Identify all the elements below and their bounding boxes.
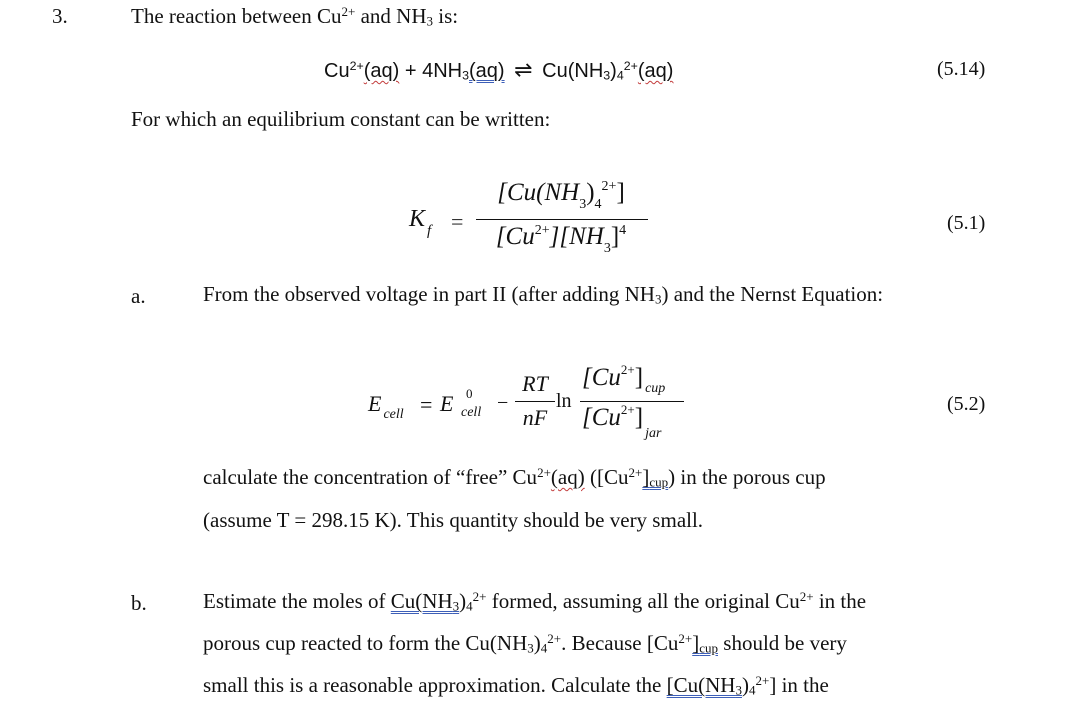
part-b-l2-sup1: 2+: [547, 630, 562, 646]
part-b-l1-sub1: 3: [452, 598, 460, 614]
equation-number-5-14: (5.14): [937, 58, 986, 80]
part-b-l1-sub2: 4: [466, 598, 473, 614]
part-a-text-1: From the observed voltage in part II (after adding NH: [203, 282, 655, 306]
part-b-l3-sup1: 2+: [755, 672, 770, 688]
nernst-e0-cell: cell: [461, 405, 482, 420]
reactant-cu-charge: 2+: [349, 59, 364, 74]
product-state: (aq): [637, 60, 674, 82]
nernst-num-close: ]: [634, 364, 644, 391]
kf-num-c: ): [586, 179, 595, 206]
part-b-line-3: [203, 673, 829, 698]
part-b-l2-sup2: 2+: [678, 630, 693, 646]
part-b-l2-t2: ): [533, 631, 541, 655]
part-a-label: a.: [131, 284, 146, 308]
part-b-l3-t1: small this is a reasonable approximation. Calculate the: [203, 673, 667, 697]
kf-num-b: 3: [579, 197, 587, 212]
intro-text-2: and NH: [355, 4, 427, 28]
part-b-l2-t4: ]: [692, 631, 700, 655]
intro-line: [131, 4, 458, 29]
part-b-l1-t2: ): [459, 589, 467, 613]
nernst-rt-bar: [515, 401, 555, 402]
part-b-l1-t4: in the: [813, 589, 867, 613]
part-b-l1-sup2: 2+: [799, 588, 814, 604]
nernst-denominator: [582, 402, 662, 441]
nernst-num-cu: [Cu: [582, 364, 621, 391]
part-b-l2-t1: porous cup reacted to form the Cu(NH: [203, 631, 528, 655]
nernst-cup-sub: cup: [645, 381, 666, 396]
equation-number-5-2: (5.2): [947, 393, 986, 415]
part-a-l1-bracket: [642, 465, 668, 489]
part-b-l2-sub1: 3: [527, 640, 534, 656]
part-b-l3-t2: ): [741, 673, 749, 697]
kf-den-f: 4: [619, 223, 627, 238]
kf-numerator: [476, 179, 646, 212]
equation-number-5-1: (5.1): [947, 212, 986, 234]
product-sub-1: 3: [603, 68, 611, 83]
nernst-jar-sub: jar: [645, 426, 662, 441]
product-charge: 2+: [623, 59, 638, 74]
nernst-e0: [440, 391, 453, 417]
kf-fraction-bar: [476, 219, 648, 220]
nernst-minus: −: [497, 392, 509, 414]
part-a-text-2: ) and the Nernst Equation:: [661, 282, 884, 306]
nernst-num-sup: 2+: [620, 362, 635, 377]
nernst-cell-sub: cell: [383, 407, 404, 422]
kf-num-f: ]: [616, 179, 625, 206]
kf-den-c: ][NH: [549, 223, 604, 250]
part-b-l2-bracket: [692, 631, 718, 655]
reactant-nh3: + 4NH: [399, 60, 463, 82]
part-a-l1-t4: ) in the porous cup: [668, 465, 826, 489]
part-b-l3-sub1: 3: [735, 682, 742, 698]
part-b-l1-t3: formed, assuming all the original Cu: [486, 589, 800, 613]
nernst-den-close: ]: [634, 404, 644, 431]
nernst-nf: nF: [522, 405, 548, 430]
part-a-intro: [203, 282, 883, 307]
kf-den-e: ]: [610, 223, 620, 250]
nernst-equals: =: [420, 392, 433, 417]
nernst-den-cu: [Cu: [582, 404, 621, 431]
intro-sup: 2+: [341, 3, 356, 19]
part-b-l1-u1: Cu(NH: [390, 589, 453, 613]
part-a-l1-s1: 2+: [537, 464, 551, 480]
kf-subscript: f: [427, 223, 432, 239]
product-sub-2: 4: [616, 68, 624, 83]
kf-den-a: [Cu: [495, 223, 535, 250]
nernst-den-sup: 2+: [620, 402, 635, 417]
nernst-numerator: [582, 362, 666, 396]
part-a-line-1: [203, 465, 826, 490]
kf-num-e: 2+: [601, 179, 617, 194]
nernst-e: E: [368, 391, 382, 416]
intro-text-1: The reaction between Cu: [131, 4, 342, 28]
for-which-text: For which an equilibrium constant can be written:: [131, 107, 551, 131]
reactant-nh3-sub: 3: [462, 68, 470, 83]
part-b-l2-cup: cup: [699, 640, 719, 656]
part-b-l2-t5: should be very: [718, 631, 847, 655]
part-b-l3-u1: [Cu(NH: [666, 673, 736, 697]
part-a-l1-t3: ]: [642, 465, 650, 489]
part-a-sub: 3: [654, 291, 662, 307]
part-b-l2-t3: . Because [Cu: [561, 631, 679, 655]
nernst-lhs: [368, 391, 404, 422]
part-b-line-1: [203, 589, 866, 614]
nernst-rt: RT: [522, 371, 548, 396]
kf-den-b: 2+: [534, 223, 550, 238]
problem-number: 3.: [52, 4, 68, 28]
part-a-line-2: (assume T = 298.15 K). This quantity should be very small.: [203, 508, 704, 532]
reactant-cu-state: (aq): [363, 60, 400, 82]
part-b-l2-sub2: 4: [540, 640, 548, 656]
part-a-l1-aq: (aq): [550, 465, 585, 489]
kf-denominator: [476, 223, 646, 256]
kf-num-a: [Cu(NH: [497, 179, 580, 206]
nernst-ln: ln: [556, 390, 572, 412]
equilibrium-arrow-icon: ⇌: [514, 57, 533, 82]
part-b-label: b.: [131, 591, 147, 615]
part-b-l1-sup1: 2+: [472, 588, 487, 604]
part-a-l1-s2: 2+: [628, 464, 643, 480]
part-a-l1-t2: ([Cu: [584, 465, 629, 489]
part-b-l3-t3: ] in the: [769, 673, 829, 697]
part-b-l1-t1: Estimate the moles of: [203, 589, 391, 613]
intro-text-3: is:: [433, 4, 459, 28]
part-b-line-2: [203, 631, 847, 656]
reactant-nh3-state: (aq): [469, 60, 505, 82]
kf-num-d: 4: [594, 197, 602, 212]
part-a-l1-t1: calculate the concentration of “free” Cu: [203, 465, 538, 489]
part-b-l1-complex: [391, 589, 459, 613]
part-b-l3-sub2: 4: [748, 682, 756, 698]
kf-k: K: [409, 206, 426, 232]
nernst-e0-zero: 0: [466, 386, 473, 401]
product-paren: ): [610, 60, 617, 82]
reactant-cu: Cu: [324, 60, 350, 82]
part-a-l1-cup: cup: [649, 474, 669, 490]
reaction-equation: [324, 57, 673, 83]
nernst-e0-e: E: [440, 391, 454, 416]
kf-equals: =: [451, 209, 464, 234]
intro-sub: 3: [426, 13, 434, 29]
kf-den-d: 3: [603, 241, 611, 256]
part-b-l3-complex: [667, 673, 742, 697]
product-complex: Cu(NH: [536, 60, 604, 82]
kf-symbol: [409, 206, 432, 239]
